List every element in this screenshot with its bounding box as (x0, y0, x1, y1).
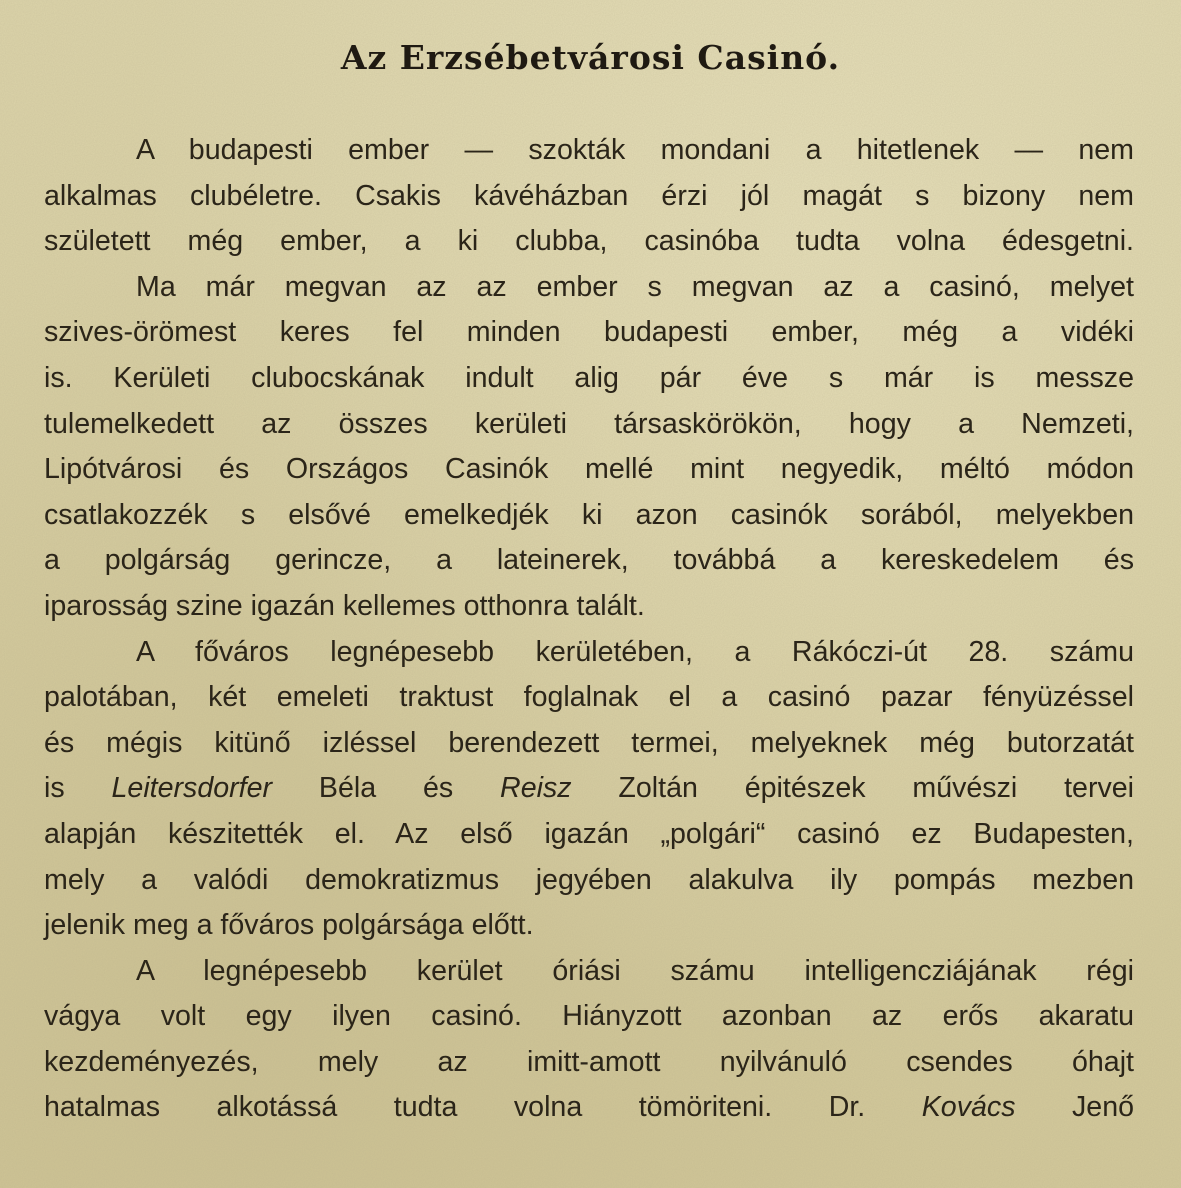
italic-name: Leitersdorfer (111, 772, 273, 805)
text-line: hatalmas alkotássá tudta volna tömöriteni. Dr. Kovács Jenő (44, 1091, 1135, 1124)
text-line: is. Kerületi clubocskának indult alig pár éve s már is messze (44, 361, 1134, 394)
text-line: iparosság szine igazán kellemes otthonra talált. (44, 589, 645, 622)
text-line: tulemelkedett az összes kerületi társaskörökön, hogy a Nemzeti, (44, 407, 1134, 440)
text-line: vágya volt egy ilyen casinó. Hiányzott azonban az erős akaratu (44, 1000, 1134, 1033)
article-title: Az Erzsébetvárosi Casinó. (340, 38, 841, 77)
text-line: alapján készitették el. Az első igazán „polgári“ casinó ez Budapesten, (44, 817, 1134, 850)
text-line: szives-örömest keres fel minden budapesti ember, még a vidéki (44, 316, 1134, 349)
text-line: és mégis kitünő izléssel berendezett termei, melyeknek még butorzatát (44, 726, 1134, 759)
italic-name: Reisz (500, 772, 572, 805)
text-line: Ma már megvan az az ember s megvan az a casinó, melyet (136, 270, 1134, 303)
text-line: Lipótvárosi és Országos Casinók mellé mint negyedik, méltó módon (44, 453, 1134, 486)
article-body (44, 128, 1134, 1131)
italic-name: Kovács (921, 1091, 1016, 1124)
text-line: palotában, két emeleti traktust foglalnak el a casinó pazar fényüzéssel (44, 681, 1134, 714)
text-line: született még ember, a ki clubba, casinóba tudta volna édesgetni. (44, 225, 1134, 258)
text-line: alkalmas clubéletre. Csakis kávéházban érzi jól magát s bizony nem (44, 179, 1134, 212)
text-line: a polgárság gerincze, a lateinerek, továbbá a kereskedelem és (44, 544, 1134, 577)
text-line: jelenik meg a főváros polgársága előtt. (44, 909, 534, 942)
text-line: A legnépesebb kerület óriási számu intelligencziájának régi (136, 954, 1134, 987)
text-line: is Leitersdorfer Béla és Reisz Zoltán épitészek művészi tervei (44, 772, 1135, 805)
text-line: csatlakozzék s elsővé emelkedjék ki azon casinók sorából, melyekben (44, 498, 1134, 531)
text-line: A budapesti ember — szokták mondani a hitetlenek — nem (136, 134, 1134, 166)
text-line: A főváros legnépesebb kerületében, a Rákóczi-út 28. számu (136, 635, 1134, 668)
text-line: kezdeményezés, mely az imitt-amott nyilvánuló csendes óhajt (44, 1045, 1134, 1078)
text-line: mely a valódi demokratizmus jegyében alakulva ily pompás mezben (44, 863, 1134, 896)
